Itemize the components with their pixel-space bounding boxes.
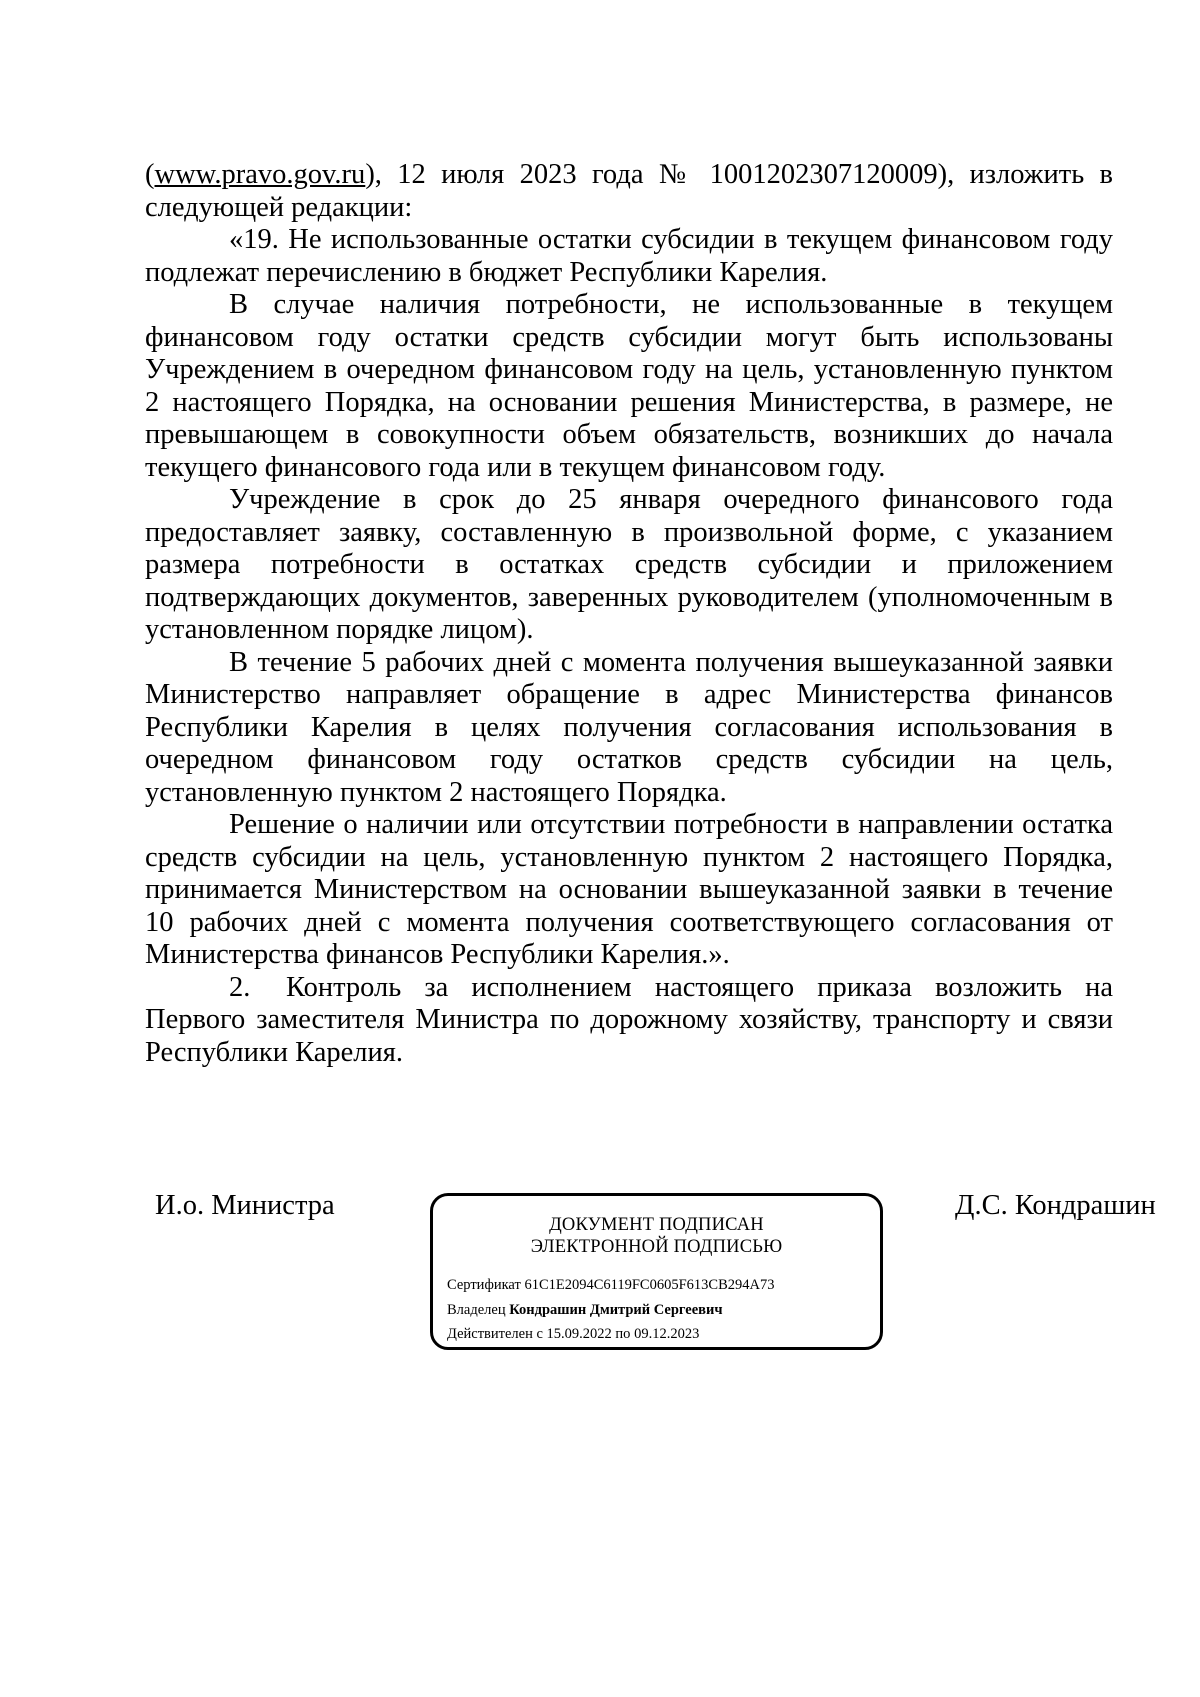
document-body	[145, 159, 1113, 1069]
certificate-label: Сертификат	[447, 1277, 521, 1293]
item-number: 2.	[229, 971, 251, 1003]
paragraph-control-text: Контроль за исполнением настоящего приказа возложить на Первого заместителя Министра по дорожному хозяйству, транспорту и связи Республики Карелия.	[145, 971, 1113, 1068]
stamp-validity-row	[447, 1325, 699, 1343]
stamp-owner-row	[447, 1301, 723, 1319]
paragraph-intro-text: ), 12 июля 2023 года № 1001202307120009), изложить в следующей редакции:	[145, 159, 1113, 223]
stamp-title-line-2: ЭЛЕКТРОННОЙ ПОДПИСЬЮ	[530, 1237, 783, 1257]
owner-label: Владелец	[447, 1302, 506, 1318]
signatory-position: И.о. Министра	[155, 1190, 335, 1221]
validity-to: 09.12.2023	[634, 1326, 700, 1342]
paragraph-control	[145, 972, 1113, 1070]
paragraph-decision: Решение о наличии или отсутствии потребности в направлении остатка средств субсидии на цель, установленную пунктом 2 настоящего Порядка, принимается Министерством на основании вышеуказанной заявки в течение 10 рабочих дней с момента получения соответствующего согласования от Министерства финансов Республики Карелия.».	[145, 809, 1113, 970]
paragraph-intro	[145, 159, 1113, 224]
stamp-title-line-1: ДОКУМЕНТ ПОДПИСАН	[549, 1215, 764, 1235]
signatory-name: Д.С. Кондрашин	[955, 1190, 1156, 1221]
validity-from-prefix: с	[536, 1326, 543, 1342]
certificate-value: 61C1E2094C6119FC0605F613CB294A73	[524, 1277, 775, 1293]
validity-label: Действителен	[447, 1326, 533, 1342]
owner-value: Кондрашин Дмитрий Сергеевич	[509, 1302, 723, 1318]
paragraph-remainder-use: В случае наличия потребности, не использованные в текущем финансовом году остатки средств субсидии могут быть использованы Учреждением в очередном финансовом году на цель, установленную пунктом 2 настоящего Порядка, на основании решения Министерства, в размере, не превышающем в совокупности объем обязательств, возникших до начала текущего финансового года или в текущем финансовом году.	[145, 289, 1113, 483]
electronic-signature-stamp	[430, 1193, 883, 1350]
bracket-open: (	[145, 159, 155, 190]
stamp-certificate-row	[447, 1276, 774, 1294]
validity-from: 15.09.2022	[546, 1326, 612, 1342]
paragraph-approval-request: В течение 5 рабочих дней с момента получения вышеуказанной заявки Министерство направляет обращение в адрес Министерства финансов Республики Карелия в целях получения согласования использования в очередном финансовом году остатков средств субсидии на цель, установленную пунктом 2 настоящего Порядка.	[145, 646, 1113, 808]
paragraph-application: Учреждение в срок до 25 января очередного финансового года предоставляет заявку, составленную в произвольной форме, с указанием размера потребности в остатках средств субсидии и приложением подтверждающих документов, заверенных руководителем (уполномоченным в установленном порядке лицом).	[145, 484, 1113, 645]
paragraph-19: «19. Не использованные остатки субсидии в текущем финансовом году подлежат перечислению в бюджет Республики Карелия.	[145, 224, 1113, 288]
pravo-link[interactable]: www.pravo.gov.ru	[154, 159, 366, 190]
validity-to-prefix: по	[615, 1326, 631, 1342]
stamp-title	[433, 1214, 880, 1258]
